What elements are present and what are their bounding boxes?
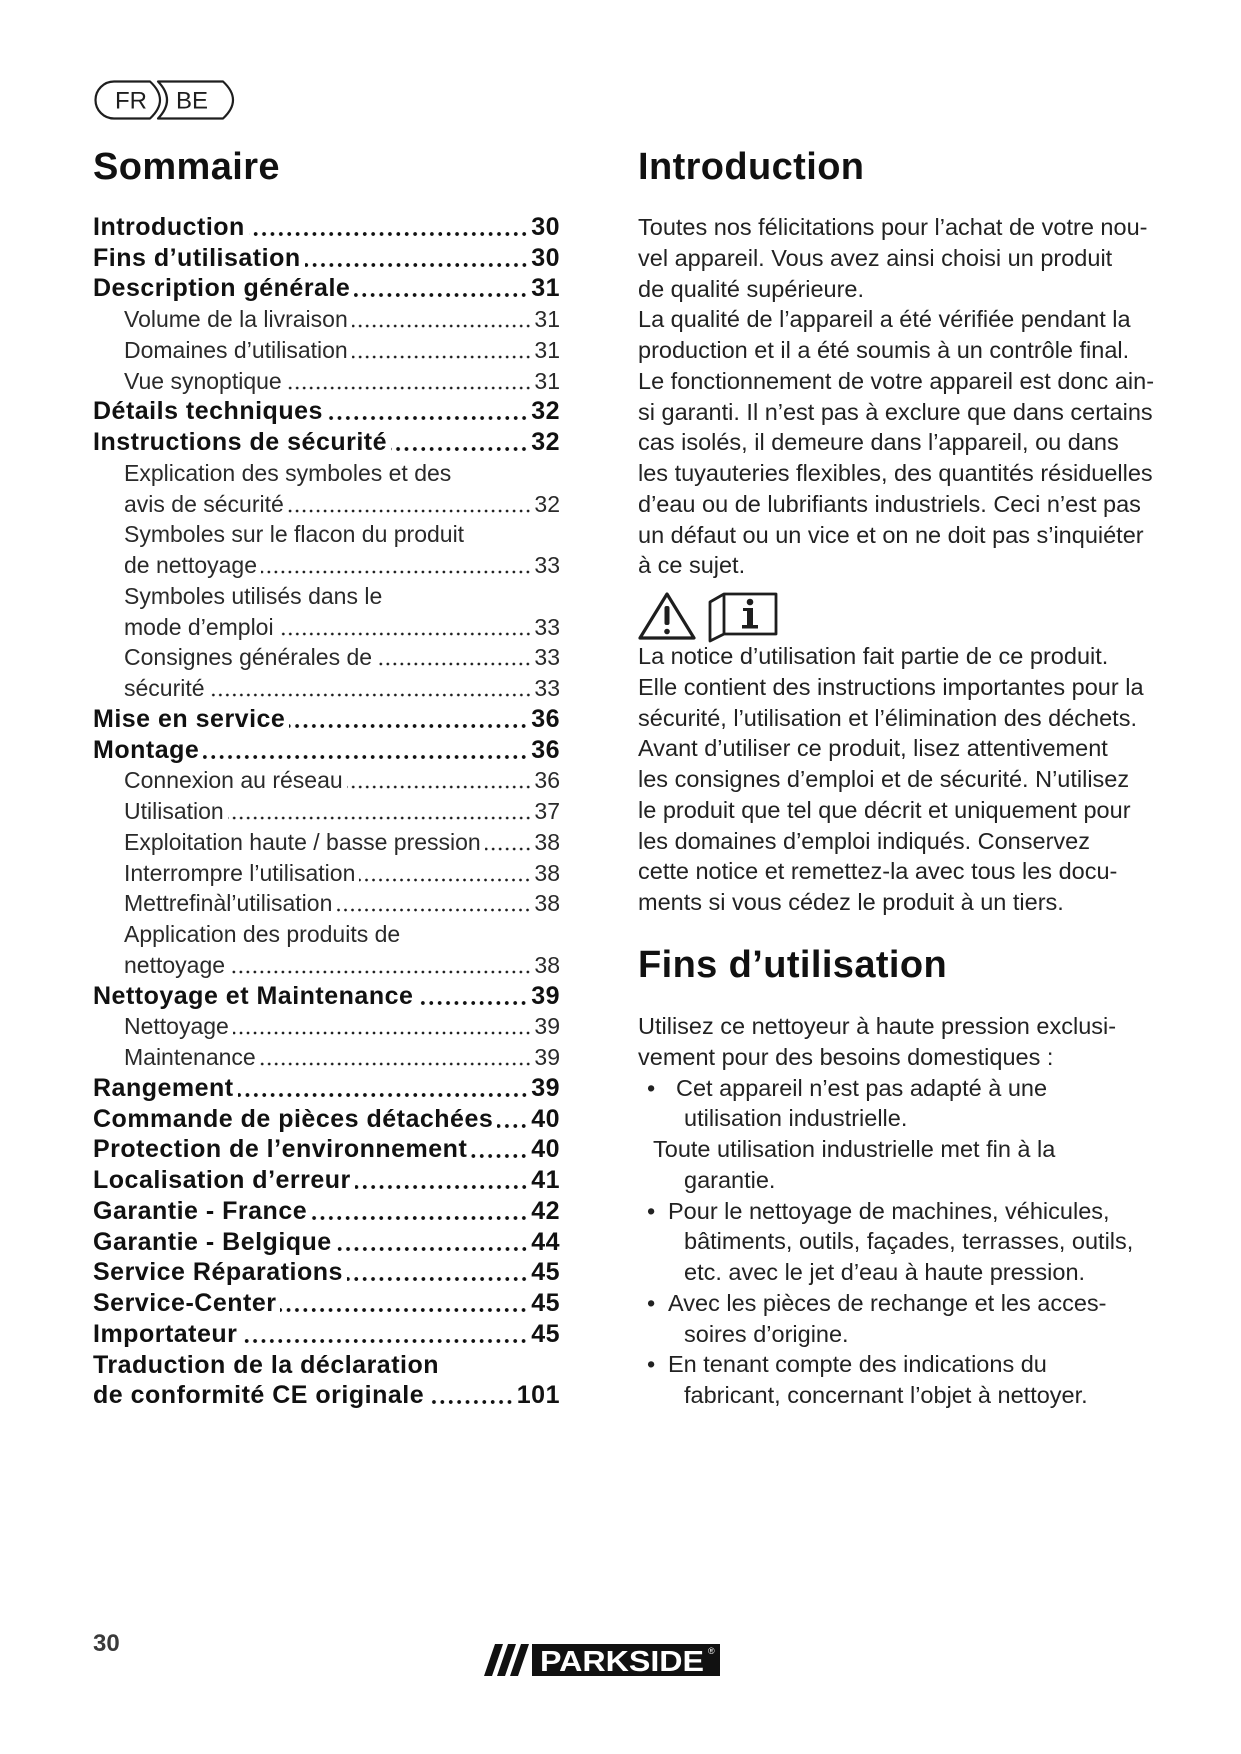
toc-entry-label: Localisation d’erreur	[93, 1166, 351, 1195]
toc-dot-leader	[485, 847, 532, 851]
toc-dot-leader	[347, 785, 532, 789]
toc-dot-leader	[352, 324, 532, 328]
list-item-text: En tenant compte des indications du	[668, 1351, 1047, 1378]
toc-page-number: 31	[531, 274, 560, 303]
warning-exclamation-dot	[664, 629, 670, 635]
toc-entry	[93, 1042, 560, 1073]
toc-page-number: 32	[531, 428, 560, 457]
toc-entry	[93, 1135, 560, 1166]
toc-page-number: 37	[534, 798, 560, 825]
toc-page-number: 40	[531, 1135, 560, 1164]
toc-entry-label: Volume de la livraison	[124, 306, 348, 333]
toc-page-number: 33	[534, 675, 560, 702]
toc-page-number: 36	[531, 704, 560, 733]
toc-entry-label: Importateur	[93, 1319, 238, 1348]
toc-list	[93, 212, 560, 1411]
read-manual-icon	[710, 594, 776, 641]
toc-entry-line	[93, 581, 560, 612]
bullet-marker: •	[647, 1197, 656, 1224]
toc-entry-label: Vue synoptique	[124, 367, 282, 394]
toc-entry-label: Mettrefinàl’utilisation	[124, 890, 333, 917]
list-item-text: fabricant, concernant l’objet à nettoyer.	[684, 1382, 1088, 1408]
toc-dot-leader	[233, 1031, 532, 1035]
toc-entry-line	[93, 950, 560, 981]
toc-dot-leader	[278, 632, 532, 636]
toc-entry-label: Explication des symboles et des	[124, 459, 452, 486]
text-line: les domaines d’emploi indiqués. Conservez	[638, 827, 1090, 854]
text-line: ments si vous cédez le produit à un tiers.	[638, 889, 1064, 915]
list-item-line	[638, 1073, 1198, 1104]
toc-entry-line	[93, 796, 560, 827]
toc-dot-leader	[417, 1001, 528, 1005]
text-line: d’eau ou de lubrifiants industriels. Ceci n’est pas	[638, 490, 1141, 517]
toc-entry-label: Commande de pièces détachées	[93, 1104, 494, 1133]
text-line: le produit que tel que décrit et uniquement pour	[638, 796, 1131, 823]
toc-entry-line	[93, 335, 560, 366]
toc-entry-label: Garantie - Belgique	[93, 1227, 332, 1256]
toc-entry-label: mode d’emploi	[124, 613, 274, 640]
toc-entry-line	[93, 366, 560, 397]
toc-entry-label: de conformité CE originale	[93, 1381, 425, 1410]
toc-entry	[93, 581, 560, 643]
list-item-line	[638, 1257, 1198, 1288]
toc-entry-line	[93, 1012, 560, 1043]
toc-dot-leader	[336, 1247, 528, 1251]
warning-exclamation-bar	[665, 606, 670, 625]
toc-entry	[93, 274, 560, 305]
manual-book-outline	[710, 594, 776, 641]
list-item-text: Avec les pièces de rechange et les acces-	[668, 1289, 1107, 1316]
list-item-line	[638, 1165, 1198, 1196]
toc-entry-label: Domaines d’utilisation	[124, 336, 348, 363]
toc-page-number: 33	[534, 613, 560, 640]
toc-dot-leader	[209, 693, 532, 697]
list-item-line	[638, 1349, 1198, 1380]
list-item	[638, 1073, 1198, 1135]
toc-entry-line	[93, 243, 560, 274]
toc-dot-leader	[311, 1216, 528, 1220]
toc-page-number: 32	[531, 397, 560, 426]
toc-entry	[93, 212, 560, 243]
toc-page-number: 38	[534, 859, 560, 886]
toc-entry	[93, 366, 560, 397]
list-item-line	[638, 1103, 1198, 1134]
toc-page-number: 31	[534, 336, 560, 363]
toc-entry-label: Symboles sur le flacon du produit	[124, 521, 465, 548]
toc-entry-label: Détails techniques	[93, 397, 323, 426]
toc-entry-label: Traduction de la déclaration	[93, 1350, 440, 1379]
list-item-text: etc. avec le jet d’eau à haute pression.	[684, 1259, 1086, 1285]
toc-entry	[93, 1288, 560, 1319]
toc-entry-label: Description générale	[93, 274, 351, 303]
toc-page-number: 39	[534, 1044, 560, 1071]
text-line: cas isolés, il demeure dans l’appareil, ou dans	[638, 429, 1119, 456]
toc-entry-line	[93, 1073, 560, 1104]
toc-dot-leader	[289, 724, 528, 728]
text-line: La qualité de l’appareil a été vérifiée pendant la	[638, 306, 1131, 333]
manual-info-top-serif	[743, 608, 748, 611]
introduction-paragraph-2	[638, 641, 1198, 918]
toc-dot-leader	[355, 1185, 528, 1189]
toc-dot-leader	[305, 263, 529, 267]
toc-entry-label: Exploitation haute / basse pression	[124, 828, 481, 855]
toc-entry	[93, 643, 560, 674]
toc-page-number: 39	[534, 1013, 560, 1040]
toc-entry	[93, 889, 560, 920]
toc-entry-label: Mise en service	[93, 704, 286, 733]
toc-page-number: 32	[534, 490, 560, 517]
toc-dot-leader	[288, 509, 532, 513]
toc-entry	[93, 1104, 560, 1135]
list-item	[638, 1349, 1198, 1411]
toc-dot-leader	[229, 970, 531, 974]
toc-page-number: 36	[534, 767, 560, 794]
toc-entry	[93, 981, 560, 1012]
toc-dot-leader	[354, 293, 528, 297]
toc-entry	[93, 735, 560, 766]
toc-entry-line	[93, 212, 560, 243]
toc-dot-leader	[336, 908, 531, 912]
toc-dot-leader	[261, 570, 531, 574]
list-item-line	[638, 1288, 1198, 1319]
toc-entry	[93, 243, 560, 274]
text-line: Utilisez ce nettoyeur à haute pression exclusi-	[638, 1013, 1117, 1039]
intended-use-list	[638, 1073, 1198, 1411]
toc-entry-line	[93, 458, 560, 489]
toc-dot-leader	[203, 755, 528, 759]
safety-pictograms	[638, 588, 783, 644]
toc-dot-leader	[497, 1124, 528, 1128]
toc-entry	[93, 796, 560, 827]
toc-entry-line	[93, 397, 560, 428]
toc-page-number: 45	[531, 1289, 560, 1318]
parkside-logo	[484, 1641, 724, 1679]
list-item-line	[638, 1380, 1198, 1411]
toc-entry-line	[93, 304, 560, 335]
toc-dot-leader	[260, 1062, 532, 1066]
toc-entry	[93, 827, 560, 858]
toc-page-number: 36	[531, 735, 560, 764]
toc-entry	[93, 1012, 560, 1043]
toc-entry-line	[93, 1042, 560, 1073]
introduction-paragraph-1	[638, 212, 1198, 581]
toc-page-number: 30	[531, 212, 560, 241]
toc-entry-label: Service-Center	[93, 1289, 277, 1318]
toc-entry-label: Application des produits de	[124, 921, 401, 948]
text-line: Elle contient des instructions importantes pour la	[638, 673, 1144, 700]
toc-page-number: 42	[531, 1196, 560, 1225]
toc-page-number: 38	[534, 951, 560, 978]
list-item-text: Pour le nettoyage de machines, véhicules,	[668, 1197, 1110, 1224]
toc-page-number: 31	[534, 306, 560, 333]
text-line: vement pour des besoins domestiques :	[638, 1043, 1054, 1070]
toc-entry-line	[93, 704, 560, 735]
text-line: Le fonctionnement de votre appareil est donc ain-	[638, 367, 1155, 394]
toc-page-number: 38	[534, 890, 560, 917]
manual-info-dot	[747, 599, 754, 606]
toc-page-number: 33	[534, 644, 560, 671]
toc-page-number: 45	[531, 1258, 560, 1287]
text-line: les consignes d’emploi et de sécurité. N’utilisez	[638, 766, 1130, 792]
toc-page-number: 39	[531, 1073, 560, 1102]
toc-entry-label: Maintenance	[124, 1044, 256, 1071]
toc-page-number: 33	[534, 552, 560, 579]
toc-entry-line	[93, 1135, 560, 1166]
toc-entry	[93, 1165, 560, 1196]
toc-dot-leader	[249, 232, 528, 236]
toc-entry-label: Protection de l’environnement	[93, 1135, 468, 1164]
toc-entry-line	[93, 889, 560, 920]
page-number: 30	[93, 1630, 120, 1657]
introduction-title: Introduction	[638, 146, 865, 188]
toc-entry-label: de nettoyage	[124, 552, 258, 579]
toc-entry-label: Connexion au réseau	[124, 767, 343, 794]
toc-entry-label: Interrompre l’utilisation	[124, 859, 356, 886]
text-line: si garanti. Il n’est pas à exclure que dans certains	[638, 398, 1153, 425]
logo-registered-mark: ®	[708, 1646, 715, 1656]
toc-entry	[93, 858, 560, 889]
toc-dot-leader	[280, 1308, 528, 1312]
toc-page-number: 30	[531, 243, 560, 272]
bullet-marker: •	[647, 1289, 656, 1316]
badge-fr-label: FR	[115, 87, 147, 115]
toc-entry-line	[93, 1350, 560, 1381]
toc-entry-label: Fins d’utilisation	[93, 243, 301, 272]
toc-entry	[93, 673, 560, 704]
toc-dot-leader	[376, 662, 531, 666]
bullet-marker: •	[647, 1351, 656, 1378]
text-line: à ce sujet.	[638, 552, 746, 579]
language-badge	[93, 79, 247, 121]
toc-page-number: 45	[531, 1319, 560, 1348]
toc-entry	[93, 1196, 560, 1227]
toc-entry	[93, 919, 560, 981]
badge-be-label: BE	[175, 87, 209, 115]
list-item	[638, 1196, 1198, 1288]
logo-wordmark: PARKSIDE	[540, 1646, 704, 1678]
toc-entry-line	[93, 643, 560, 674]
text-line: les tuyauteries flexibles, des quantités résiduelles	[638, 460, 1153, 486]
toc-entry-line	[93, 827, 560, 858]
toc-dot-leader	[286, 386, 532, 390]
toc-entry-line	[93, 1258, 560, 1289]
list-item-text: Cet appareil n’est pas adapté à une	[676, 1074, 1048, 1101]
toc-dot-leader	[238, 1093, 529, 1097]
toc-entry-line	[93, 274, 560, 305]
toc-dot-leader	[347, 1277, 528, 1281]
toc-entry-line	[93, 489, 560, 520]
toc-entry-label: Nettoyage et Maintenance	[93, 981, 414, 1010]
toc-page-number: 101	[516, 1381, 560, 1410]
text-line: un défaut ou un vice et on ne doit pas s’inquiéter	[638, 521, 1144, 548]
toc-entry-line	[93, 766, 560, 797]
toc-entry-line	[93, 550, 560, 581]
text-line: cette notice et remettez-la avec tous les docu-	[638, 858, 1118, 885]
toc-entry	[93, 1350, 560, 1412]
toc-entry-line	[93, 1227, 560, 1258]
toc-dot-leader	[428, 1400, 514, 1404]
toc-entry	[93, 1258, 560, 1289]
toc-entry-label: Symboles utilisés dans le	[124, 582, 383, 609]
toc-page-number: 31	[534, 367, 560, 394]
toc-entry-label: Utilisation	[124, 798, 224, 825]
intended-use-intro	[638, 1011, 1198, 1073]
toc-dot-leader	[391, 447, 528, 451]
toc-entry-line	[93, 735, 560, 766]
toc-entry-label: Consignes générales de	[124, 644, 373, 671]
toc-entry-line	[93, 1288, 560, 1319]
toc-entry-line	[93, 981, 560, 1012]
toc-dot-leader	[471, 1154, 528, 1158]
text-line: de qualité supérieure.	[638, 275, 865, 302]
list-item-text: bâtiments, outils, façades, terrasses, outils,	[684, 1228, 1134, 1255]
list-item-line	[638, 1319, 1198, 1350]
list-item-line	[638, 1134, 1198, 1165]
toc-entry-label: Service Réparations	[93, 1258, 343, 1287]
toc-entry	[93, 766, 560, 797]
toc-entry-line	[93, 612, 560, 643]
toc-page-number: 44	[531, 1227, 560, 1256]
toc-entry-label: avis de sécurité	[124, 490, 284, 517]
text-line: vel appareil. Vous avez ainsi choisi un produit	[638, 244, 1113, 271]
toc-entry-label: Instructions de sécurité	[93, 428, 388, 457]
toc-entry-line	[93, 1196, 560, 1227]
list-item-text: Toute utilisation industrielle met fin à la	[653, 1136, 1056, 1162]
toc-entry-line	[93, 427, 560, 458]
toc-entry-label: Introduction	[93, 212, 245, 241]
toc-entry-line	[93, 1165, 560, 1196]
toc-entry-label: sécurité	[124, 675, 205, 702]
toc-entry	[93, 704, 560, 735]
toc-dot-leader	[359, 878, 531, 882]
toc-entry-line	[93, 673, 560, 704]
toc-entry-label: Montage	[93, 735, 200, 764]
toc-entry	[93, 397, 560, 428]
toc-entry	[93, 304, 560, 335]
text-line: production et il a été soumis à un contrôle final.	[638, 337, 1130, 363]
toc-dot-leader	[327, 416, 528, 420]
toc-entry	[93, 1319, 560, 1350]
toc-dot-leader	[352, 355, 532, 359]
toc-entry-line	[93, 1104, 560, 1135]
list-item-text: utilisation industrielle.	[684, 1105, 908, 1132]
toc-entry-label: Nettoyage	[124, 1013, 229, 1040]
toc-title: Sommaire	[93, 146, 280, 188]
toc-page-number: 41	[531, 1166, 560, 1195]
toc-entry	[93, 1227, 560, 1258]
toc-entry-label: Garantie - France	[93, 1196, 308, 1225]
toc-entry	[93, 335, 560, 366]
list-item-line	[638, 1226, 1198, 1257]
toc-dot-leader	[228, 816, 532, 820]
list-item-text: soires d’origine.	[684, 1320, 849, 1347]
bullet-marker: •	[647, 1074, 656, 1101]
text-line: Toutes nos félicitations pour l’achat de votre nou-	[638, 214, 1148, 240]
list-item-text: garantie.	[684, 1166, 776, 1193]
warning-triangle-icon	[640, 594, 694, 638]
text-line: sécurité, l’utilisation et l’élimination des déchets.	[638, 704, 1137, 731]
toc-entry	[93, 458, 560, 520]
text-line: La notice d’utilisation fait partie de ce produit.	[638, 643, 1109, 669]
toc-dot-leader	[241, 1339, 528, 1343]
toc-entry-label: nettoyage	[124, 951, 226, 978]
toc-page-number: 39	[531, 981, 560, 1010]
toc-entry-line	[93, 858, 560, 889]
toc-entry-line	[93, 1381, 560, 1412]
text-line: Avant d’utiliser ce produit, lisez attentivement	[638, 735, 1108, 762]
toc-entry-line	[93, 520, 560, 551]
toc-entry	[93, 427, 560, 458]
toc-entry	[93, 520, 560, 582]
toc-page-number: 38	[534, 828, 560, 855]
toc-entry-label: Rangement	[93, 1073, 234, 1102]
toc-entry	[93, 1073, 560, 1104]
toc-entry-line	[93, 919, 560, 950]
list-item-line	[638, 1196, 1198, 1227]
intended-use-title: Fins d’utilisation	[638, 944, 948, 986]
toc-page-number: 40	[531, 1104, 560, 1133]
manual-info-foot-serif	[742, 625, 758, 629]
toc-entry-line	[93, 1319, 560, 1350]
list-item	[638, 1288, 1198, 1350]
list-item	[638, 1134, 1198, 1196]
